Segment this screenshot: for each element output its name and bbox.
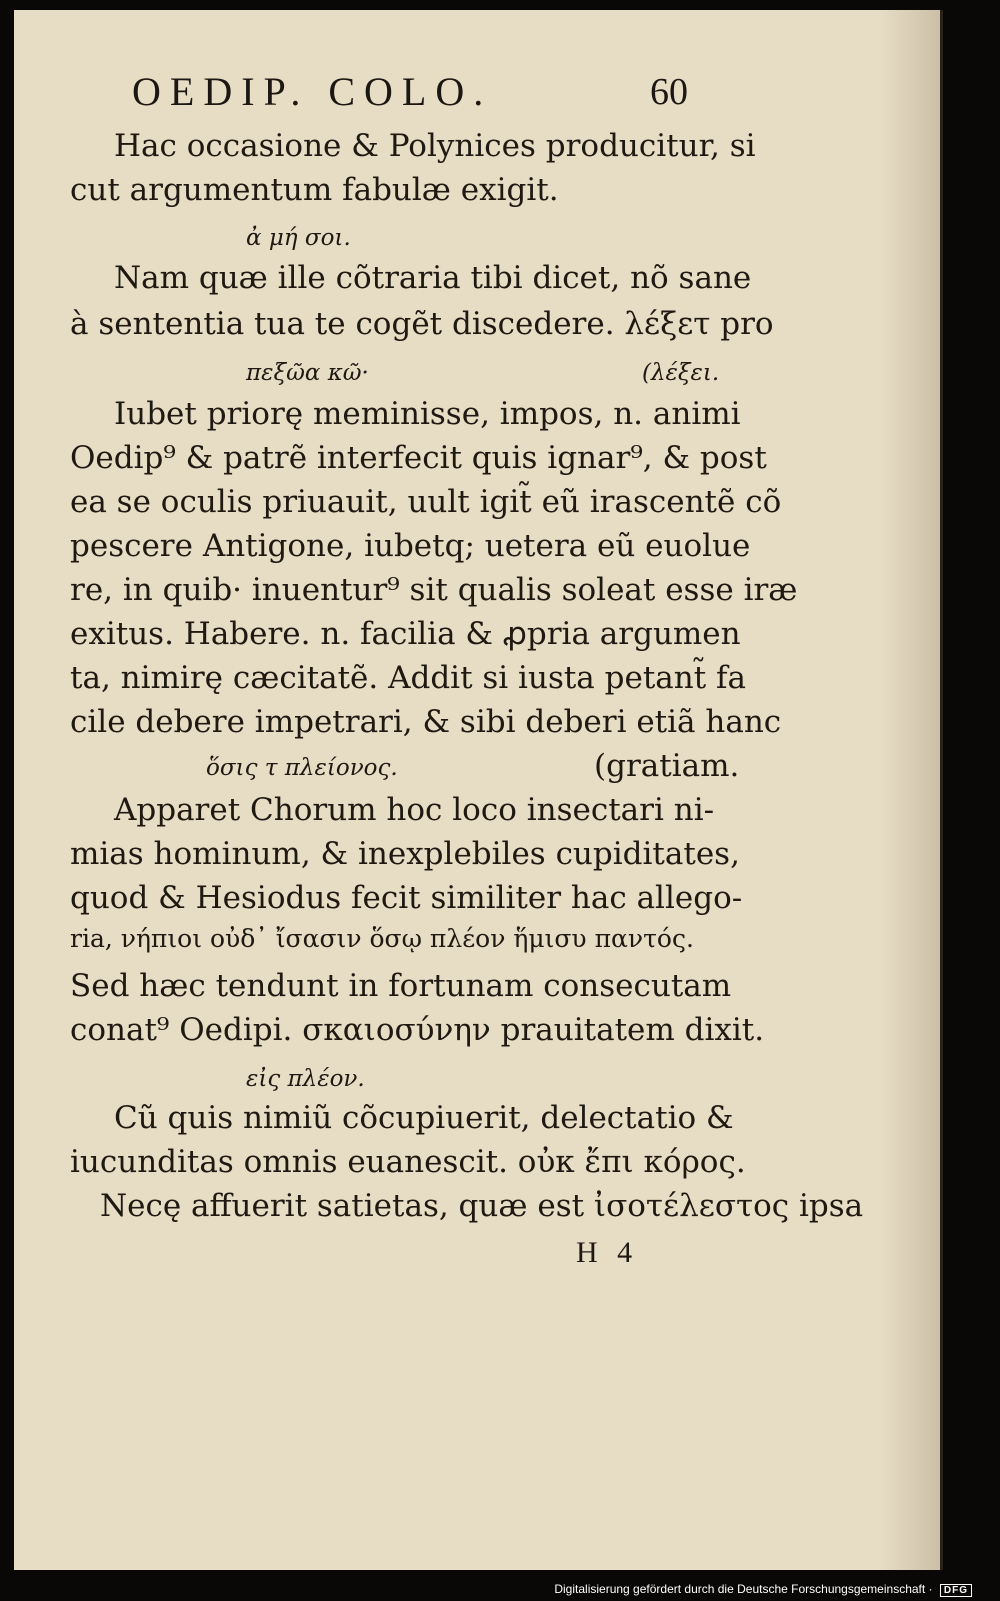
text-line-tail: (λέξει. (642, 360, 720, 386)
text-line: cut argumentum fabulæ exigit. (70, 172, 559, 208)
page-number: 60 (650, 71, 688, 113)
dfg-logo-icon: DFG (940, 1584, 972, 1597)
text-line: Hac occasione & Polynices producitur, si (114, 128, 756, 164)
text-line: Oedip⁹ & patrẽ interfecit quis ignar⁹, & post (70, 440, 767, 476)
text-line: ea se oculis priuauit, uult igit̃ eũ irascentẽ cõ (70, 484, 782, 520)
text-line: pescere Antigone, iubetq; uetera eũ euolue (70, 528, 751, 564)
text-line: ria, νήπιοι οὐδ᾽ ἴσασιν ὅσῳ πλέον ἥμισυ παντός. (70, 924, 694, 953)
text-line: cile debere impetrari, & sibi deberi etiã hanc (70, 704, 782, 740)
text-line: ta, nimirę cæcitatẽ. Addit si iusta petant̃ fa (70, 660, 747, 696)
text-line: à sententia tua te cogẽt discedere. λέξετ pro (70, 306, 774, 342)
greek-lemma: πεξῶα κῶ· (246, 360, 369, 386)
book-page (14, 10, 943, 1570)
text-line: Necę affuerit satietas, quæ est ἰσοτέλεστος ipsa (100, 1188, 864, 1224)
text-line: Cũ quis nimiũ cõcupiuerit, delectatio & (114, 1100, 734, 1136)
text-line: Sed hæc tendunt in fortunam consecutam (70, 968, 732, 1004)
greek-lemma: εἰς πλέον. (246, 1066, 365, 1092)
signature-mark: H 4 (576, 1236, 639, 1269)
greek-lemma: ἀ μή σοι. (246, 225, 351, 251)
text-line: Apparet Chorum hoc loco insectari ni- (114, 792, 715, 828)
text-line: re, in quib· inuentur⁹ sit qualis soleat esse iræ (70, 572, 798, 608)
running-head: OEDIP. COLO. (132, 69, 493, 114)
greek-lemma: ὅσις τ πλείονος. (206, 755, 398, 781)
text-line: iucunditas omnis euanescit. οὐκ ἔπι κόρος. (70, 1144, 746, 1180)
credit-text: Digitalisierung gefördert durch die Deutsche Forschungsgemeinschaft · (554, 1582, 933, 1596)
text-line: conat⁹ Oedipi. σκαιοσύνην prauitatem dixit. (70, 1012, 765, 1048)
text-line-tail: (gratiam. (594, 748, 740, 784)
text-line: quod & Hesiodus fecit similiter hac allego- (70, 880, 743, 916)
text-line: exitus. Habere. n. facilia & ꝓpria argumen (70, 616, 741, 652)
digitization-credit (554, 1582, 972, 1597)
text-line: Nam quæ ille cõtraria tibi dicet, nõ sane (114, 260, 752, 296)
text-line: Iubet priorę meminisse, impos, n. animi (114, 396, 741, 432)
text-line: mias hominum, & inexplebiles cupiditates, (70, 836, 740, 872)
